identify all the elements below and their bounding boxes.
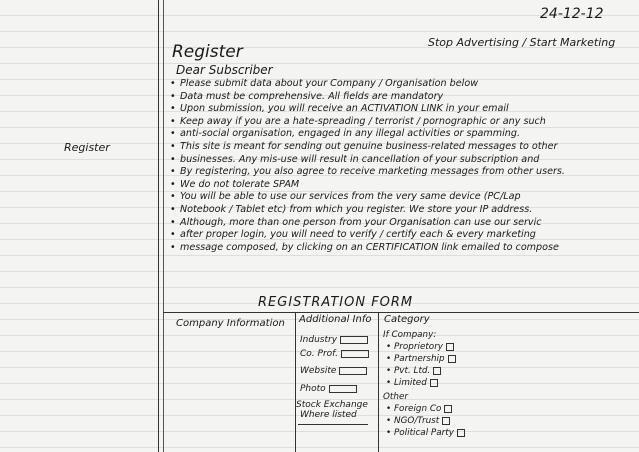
checkbox[interactable] bbox=[430, 379, 438, 387]
stock-exchange-label: Stock Exchange bbox=[296, 400, 368, 410]
top-menu bbox=[428, 36, 615, 49]
form-title: REGISTRATION FORM bbox=[258, 295, 414, 310]
start-marketing-link[interactable]: Start Marketing bbox=[529, 36, 616, 49]
category-option-foreign-co[interactable]: • Foreign Co bbox=[386, 404, 452, 414]
instruction-item: • after proper login, you will need to verify / certify each & every marketing bbox=[170, 229, 636, 242]
instruction-item: • You will be able to use our services from the very same device (PC/Lap bbox=[170, 191, 636, 204]
margin-line bbox=[158, 0, 159, 452]
instruction-item: • Although, more than one person from your Organisation can use our servic bbox=[170, 217, 636, 230]
website-input[interactable] bbox=[339, 367, 367, 375]
website-field[interactable] bbox=[300, 366, 367, 376]
company-group-label: If Company: bbox=[383, 330, 437, 340]
instruction-item: • Keep away if you are a hate-spreading / terrorist / pornographic or any such bbox=[170, 116, 636, 129]
checkbox[interactable] bbox=[442, 417, 450, 425]
instruction-item: • anti-social organisation, engaged in any illegal activities or spamming. bbox=[170, 128, 636, 141]
sidebar-register-link[interactable]: Register bbox=[64, 141, 110, 154]
page-title: Register bbox=[172, 42, 243, 62]
menu-separator: / bbox=[522, 36, 527, 49]
website-label: Website bbox=[300, 366, 337, 376]
category-option-label: Proprietory bbox=[394, 342, 444, 352]
checkbox[interactable] bbox=[446, 343, 454, 351]
instruction-item: • businesses. Any mis-use will result in cancellation of your subscription and bbox=[170, 154, 636, 167]
instruction-item: • This site is meant for sending out genuine business-related messages to other bbox=[170, 141, 636, 154]
instruction-item: • Upon submission, you will receive an ACTIVATION LINK in your email bbox=[170, 103, 636, 116]
photo-input[interactable] bbox=[329, 385, 357, 393]
category-option-proprietory[interactable]: • Proprietory bbox=[386, 342, 454, 352]
column-divider bbox=[378, 312, 379, 452]
photo-field[interactable] bbox=[300, 384, 357, 394]
company-info-header: Company Information bbox=[176, 318, 285, 329]
category-option-label: Pvt. Ltd. bbox=[394, 366, 431, 376]
category-header: Category bbox=[384, 314, 430, 325]
category-option-label: Political Party bbox=[394, 428, 454, 438]
checkbox[interactable] bbox=[444, 405, 452, 413]
instruction-item: • message composed, by clicking on an CERTIFICATION link emailed to compose bbox=[170, 242, 636, 255]
other-group-label: Other bbox=[383, 392, 408, 402]
category-option-label: NGO/Trust bbox=[394, 416, 440, 426]
category-option-political-party[interactable]: • Political Party bbox=[386, 428, 465, 438]
instruction-item: • Please submit data about your Company / Organisation below bbox=[170, 78, 636, 91]
category-option-label: Partnership bbox=[394, 354, 445, 364]
category-option-pvt-ltd[interactable]: • Pvt. Ltd. bbox=[386, 366, 441, 376]
additional-info-header: Additional Info bbox=[299, 314, 372, 325]
category-option-partnership[interactable]: • Partnership bbox=[386, 354, 456, 364]
category-option-label: Foreign Co bbox=[394, 404, 442, 414]
category-option-label: Limited bbox=[394, 378, 427, 388]
checkbox[interactable] bbox=[448, 355, 456, 363]
column-divider bbox=[295, 312, 296, 452]
company-profile-input[interactable] bbox=[341, 350, 369, 358]
industry-label: Industry bbox=[300, 335, 338, 345]
stock-exchange-input[interactable] bbox=[298, 424, 368, 425]
photo-label: Photo bbox=[300, 384, 326, 394]
company-profile-field[interactable] bbox=[300, 349, 369, 359]
instruction-item: • We do not tolerate SPAM bbox=[170, 179, 636, 192]
industry-input[interactable] bbox=[340, 336, 368, 344]
greeting: Dear Subscriber bbox=[176, 63, 273, 77]
instructions-list bbox=[170, 78, 636, 254]
where-listed-label: Where listed bbox=[300, 410, 357, 420]
instruction-item: • By registering, you also agree to receive marketing messages from other users. bbox=[170, 166, 636, 179]
category-option-ngo-trust[interactable]: • NGO/Trust bbox=[386, 416, 450, 426]
industry-field[interactable] bbox=[300, 335, 368, 345]
date: 24-12-12 bbox=[540, 6, 604, 22]
category-option-limited[interactable]: • Limited bbox=[386, 378, 438, 388]
company-profile-label: Co. Prof. bbox=[300, 349, 339, 359]
instruction-item: • Data must be comprehensive. All fields are mandatory bbox=[170, 91, 636, 104]
stop-advertising-link[interactable]: Stop Advertising bbox=[428, 36, 519, 49]
instruction-item: • Notebook / Tablet etc) from which you register. We store your IP address. bbox=[170, 204, 636, 217]
checkbox[interactable] bbox=[433, 367, 441, 375]
checkbox[interactable] bbox=[457, 429, 465, 437]
